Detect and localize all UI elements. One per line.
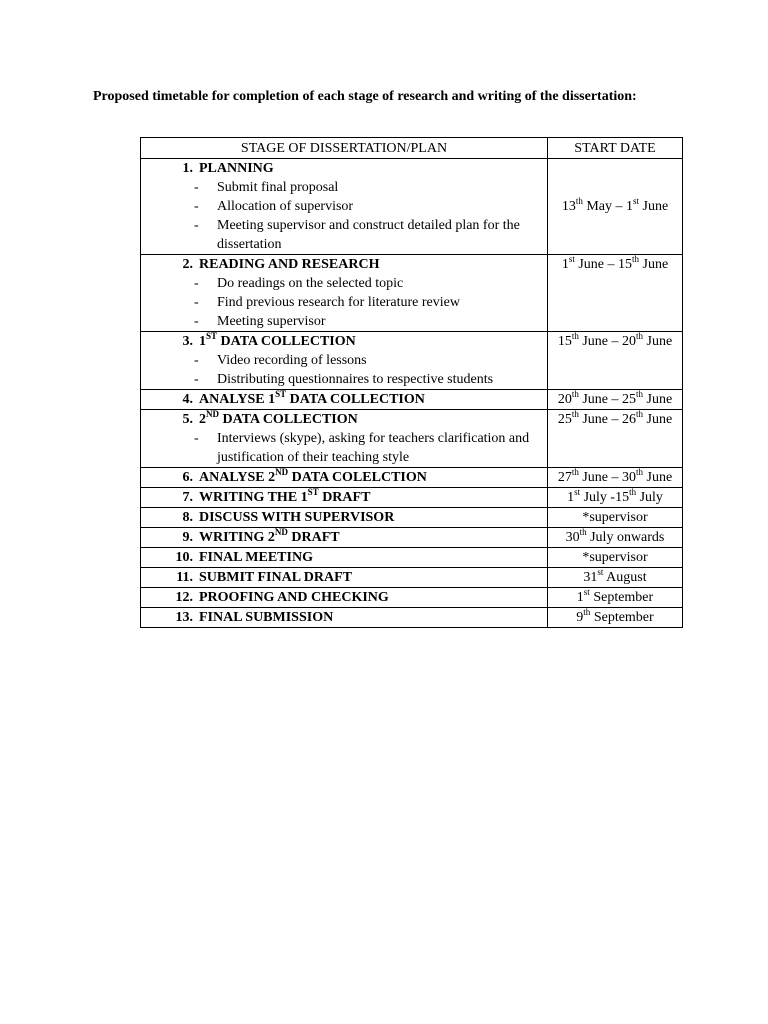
stage-cell (141, 548, 548, 568)
stage-cell (141, 588, 548, 608)
stage-title-text: FINAL MEETING (199, 550, 313, 565)
list-item (141, 351, 547, 370)
stage-number: 8. (182, 510, 193, 525)
stage-title (141, 608, 547, 627)
timetable-body (141, 159, 683, 628)
stage-cell (141, 528, 548, 548)
dash-bullet: - (194, 314, 199, 329)
stage-title (141, 568, 547, 587)
start-date-cell (548, 588, 683, 608)
stage-title (141, 410, 547, 429)
stage-title-text: 1ST DATA COLLECTION (199, 331, 356, 349)
table-row (141, 468, 683, 488)
stage-number: 4. (182, 392, 193, 407)
table-row (141, 332, 683, 390)
task-text: Meeting supervisor and construct detailed plan for the dissertation (217, 218, 520, 252)
list-item (141, 429, 547, 467)
stage-title-text: FINAL SUBMISSION (199, 610, 334, 625)
stage-title (141, 159, 547, 178)
dash-bullet: - (194, 372, 199, 387)
stage-title (141, 488, 547, 507)
start-date-cell (548, 608, 683, 628)
stage-number: 9. (182, 530, 193, 545)
table-row (141, 548, 683, 568)
task-text: Submit final proposal (217, 180, 339, 195)
stage-title-text: PROOFING AND CHECKING (199, 590, 389, 605)
stage-number: 13. (175, 610, 193, 625)
stage-number: 1. (182, 161, 193, 176)
stage-tasks (141, 274, 547, 331)
stage-title (141, 332, 547, 351)
dash-bullet: - (194, 199, 199, 214)
table-row (141, 410, 683, 468)
stage-title (141, 528, 547, 547)
stage-cell (141, 568, 548, 588)
stage-number: 5. (182, 412, 193, 427)
task-text: Find previous research for literature review (217, 295, 460, 310)
stage-title (141, 588, 547, 607)
start-date-cell (548, 488, 683, 508)
list-item (141, 216, 547, 254)
stage-cell (141, 488, 548, 508)
table-row (141, 255, 683, 332)
stage-cell (141, 390, 548, 410)
dash-bullet: - (194, 431, 199, 446)
start-date-cell (548, 568, 683, 588)
stage-number: 2. (182, 257, 193, 272)
list-item (141, 197, 547, 216)
start-date: *supervisor (582, 550, 648, 565)
document-heading: Proposed timetable for completion of each stage of research and writing of the dissertation: (93, 89, 637, 104)
start-date: 20th June – 25th June (557, 389, 673, 407)
stage-title-text: WRITING 2ND DRAFT (199, 527, 340, 545)
table-row (141, 390, 683, 410)
list-item (141, 312, 547, 331)
start-date-cell (548, 159, 683, 255)
start-date: *supervisor (582, 510, 648, 525)
header-stage: STAGE OF DISSERTATION/PLAN (141, 138, 548, 159)
start-date: 13th May – 1st June (561, 196, 669, 214)
table-row (141, 608, 683, 628)
stage-title (141, 508, 547, 527)
start-date: 25th June – 26th June (557, 409, 673, 427)
stage-title-text: ANALYSE 2ND DATA COLELCTION (199, 467, 427, 485)
task-text: Interviews (skype), asking for teachers clarification and justification of their teaching style (217, 431, 530, 465)
start-date-cell (548, 390, 683, 410)
table-row (141, 528, 683, 548)
task-text: Do readings on the selected topic (217, 276, 404, 291)
start-date-cell (548, 548, 683, 568)
start-date: 1st September (576, 587, 654, 605)
task-text: Distributing questionnaires to respective students (217, 372, 494, 387)
table-row (141, 488, 683, 508)
stage-cell (141, 608, 548, 628)
stage-cell (141, 508, 548, 528)
start-date: 1st July -15th July (567, 487, 663, 505)
task-text: Video recording of lessons (217, 353, 367, 368)
list-item (141, 274, 547, 293)
stage-cell (141, 410, 548, 468)
start-date: 27th June – 30th June (557, 467, 673, 485)
stage-tasks (141, 351, 547, 389)
stage-title-text: READING AND RESEARCH (199, 257, 380, 272)
dash-bullet: - (194, 353, 199, 368)
stage-cell (141, 468, 548, 488)
stage-number: 6. (182, 470, 193, 485)
header-start-date: START DATE (548, 138, 683, 159)
table-header-row (141, 138, 683, 159)
start-date-cell (548, 255, 683, 332)
start-date: 30th July onwards (565, 527, 665, 545)
stage-number: 7. (182, 490, 193, 505)
stage-cell (141, 255, 548, 332)
table-row (141, 568, 683, 588)
start-date-cell (548, 508, 683, 528)
stage-title-text: ANALYSE 1ST DATA COLLECTION (199, 389, 425, 407)
list-item (141, 178, 547, 197)
dash-bullet: - (194, 180, 199, 195)
stage-title-text: 2ND DATA COLLECTION (199, 409, 358, 427)
stage-cell (141, 332, 548, 390)
stage-title-text: SUBMIT FINAL DRAFT (199, 570, 352, 585)
list-item (141, 370, 547, 389)
stage-title-text: PLANNING (199, 161, 274, 176)
table-row (141, 159, 683, 255)
dash-bullet: - (194, 295, 199, 310)
timetable-table (140, 137, 683, 628)
stage-tasks (141, 178, 547, 254)
stage-number: 12. (175, 590, 193, 605)
stage-number: 11. (176, 570, 193, 585)
stage-title (141, 548, 547, 567)
task-text: Allocation of supervisor (217, 199, 354, 214)
stage-title (141, 255, 547, 274)
start-date: 31st August (583, 567, 647, 585)
task-text: Meeting supervisor (217, 314, 326, 329)
start-date-cell (548, 332, 683, 390)
stage-number: 10. (175, 550, 193, 565)
start-date: 9th September (576, 607, 654, 625)
list-item (141, 293, 547, 312)
start-date: 1st June – 15th June (561, 254, 669, 272)
stage-title-text: WRITING THE 1ST DRAFT (199, 487, 371, 505)
start-date-cell (548, 410, 683, 468)
stage-title-text: DISCUSS WITH SUPERVISOR (199, 510, 395, 525)
dash-bullet: - (194, 276, 199, 291)
dash-bullet: - (194, 218, 199, 233)
start-date-cell (548, 528, 683, 548)
stage-number: 3. (182, 334, 193, 349)
table-row (141, 508, 683, 528)
stage-cell (141, 159, 548, 255)
stage-title (141, 468, 547, 487)
stage-tasks (141, 429, 547, 467)
start-date-cell (548, 468, 683, 488)
start-date: 15th June – 20th June (557, 331, 673, 349)
table-row (141, 588, 683, 608)
stage-title (141, 390, 547, 409)
